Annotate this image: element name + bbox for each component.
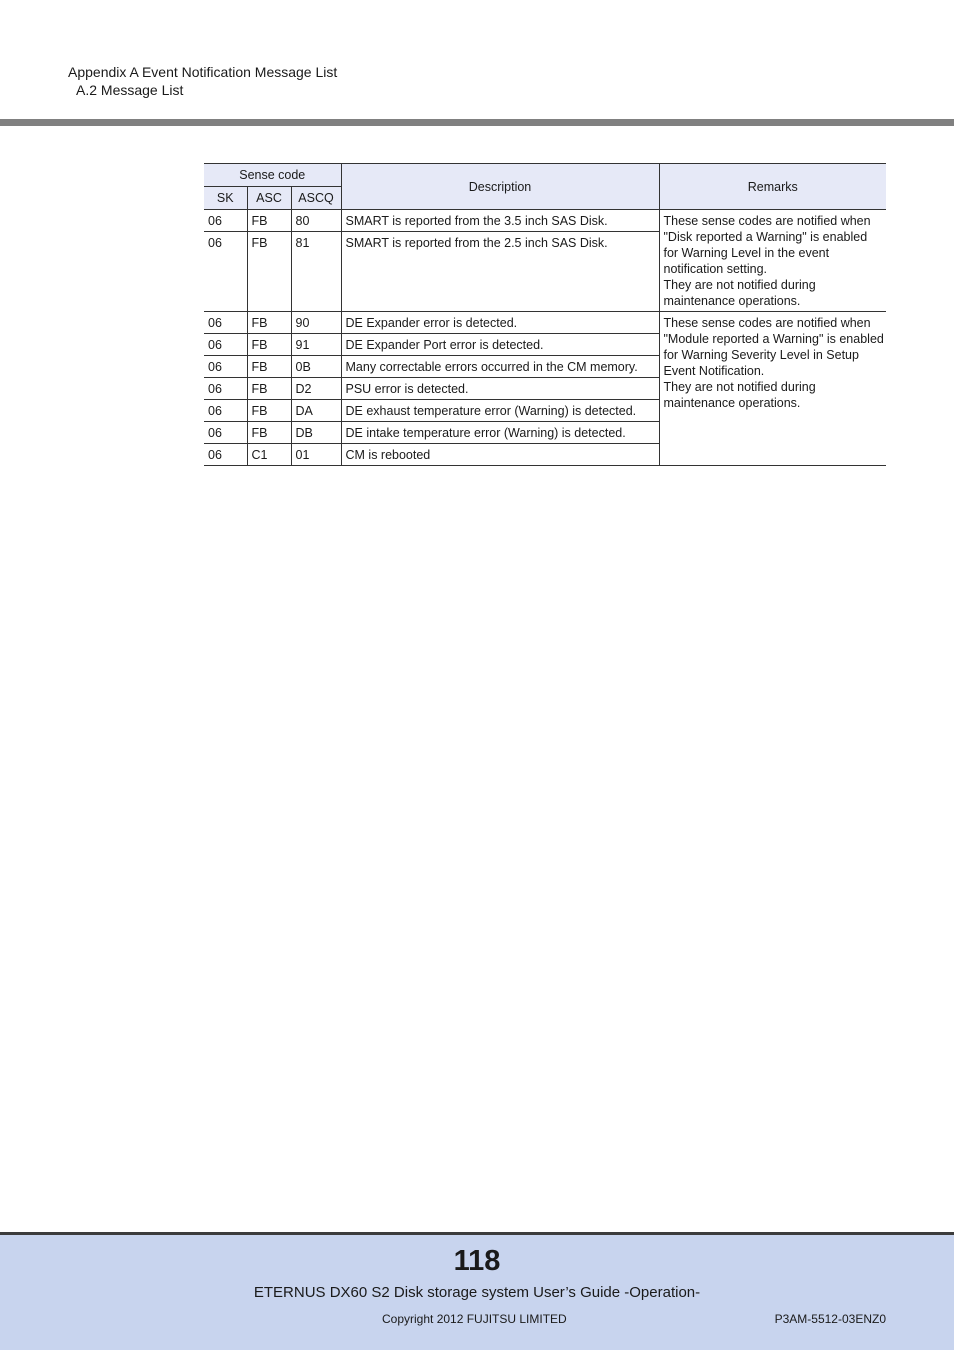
cell-asc: FB (247, 400, 291, 422)
cell-asc: FB (247, 232, 291, 312)
cell-description: SMART is reported from the 2.5 inch SAS Disk. (341, 232, 659, 312)
cell-sk: 06 (204, 400, 247, 422)
remarks-text: They are not notified during maintenance operations. (663, 380, 816, 410)
header-sk: SK (204, 187, 247, 210)
table-row (204, 210, 886, 232)
cell-asc: FB (247, 356, 291, 378)
footer-document-id: P3AM-5512-03ENZ0 (774, 1312, 886, 1326)
cell-ascq: 81 (291, 232, 341, 312)
table-header-row (204, 164, 886, 187)
cell-asc: C1 (247, 444, 291, 466)
cell-ascq: 80 (291, 210, 341, 232)
cell-description: CM is rebooted (341, 444, 659, 466)
cell-sk: 06 (204, 378, 247, 400)
running-header (68, 63, 337, 99)
cell-remarks-group1 (659, 210, 886, 312)
header-sense-code: Sense code (204, 164, 341, 187)
page-number: 118 (453, 1245, 501, 1277)
cell-ascq: 0B (291, 356, 341, 378)
cell-description: DE Expander Port error is detected. (341, 334, 659, 356)
cell-sk: 06 (204, 334, 247, 356)
cell-ascq: D2 (291, 378, 341, 400)
cell-sk: 06 (204, 210, 247, 232)
cell-sk: 06 (204, 232, 247, 312)
remarks-text: These sense codes are notified when "Disk reported a Warning" is enabled for Warning Level in the event notification setting. (663, 214, 871, 276)
footer-copyright: Copyright 2012 FUJITSU LIMITED (382, 1312, 567, 1326)
cell-sk: 06 (204, 422, 247, 444)
cell-asc: FB (247, 334, 291, 356)
header-divider-bar (0, 119, 954, 126)
table-row (204, 312, 886, 334)
cell-asc: FB (247, 210, 291, 232)
cell-ascq: 90 (291, 312, 341, 334)
cell-description: DE exhaust temperature error (Warning) is detected. (341, 400, 659, 422)
message-table (204, 163, 886, 466)
cell-remarks-group2 (659, 312, 886, 466)
header-chapter: Appendix A Event Notification Message List (68, 64, 338, 80)
footer-document-title: ETERNUS DX60 S2 Disk storage system User’s Guide -Operation- (253, 1284, 701, 1301)
cell-ascq: DB (291, 422, 341, 444)
cell-ascq: 01 (291, 444, 341, 466)
header-remarks: Remarks (659, 164, 886, 210)
cell-sk: 06 (204, 312, 247, 334)
header-description: Description (341, 164, 659, 210)
cell-description: SMART is reported from the 3.5 inch SAS Disk. (341, 210, 659, 232)
cell-description: DE Expander error is detected. (341, 312, 659, 334)
remarks-text: They are not notified during maintenance operations. (663, 278, 816, 308)
cell-asc: FB (247, 378, 291, 400)
cell-description: PSU error is detected. (341, 378, 659, 400)
header-section: A.2 Message List (76, 82, 184, 98)
remarks-text: These sense codes are notified when "Module reported a Warning" is enabled for Warning Severity Level in Setup Event Notification. (663, 316, 884, 378)
page-footer (0, 1232, 954, 1350)
cell-description: DE intake temperature error (Warning) is detected. (341, 422, 659, 444)
header-asc: ASC (247, 187, 291, 210)
cell-sk: 06 (204, 444, 247, 466)
header-ascq: ASCQ (291, 187, 341, 210)
cell-asc: FB (247, 312, 291, 334)
cell-asc: FB (247, 422, 291, 444)
cell-ascq: 91 (291, 334, 341, 356)
cell-description: Many correctable errors occurred in the CM memory. (341, 356, 659, 378)
cell-ascq: DA (291, 400, 341, 422)
cell-sk: 06 (204, 356, 247, 378)
